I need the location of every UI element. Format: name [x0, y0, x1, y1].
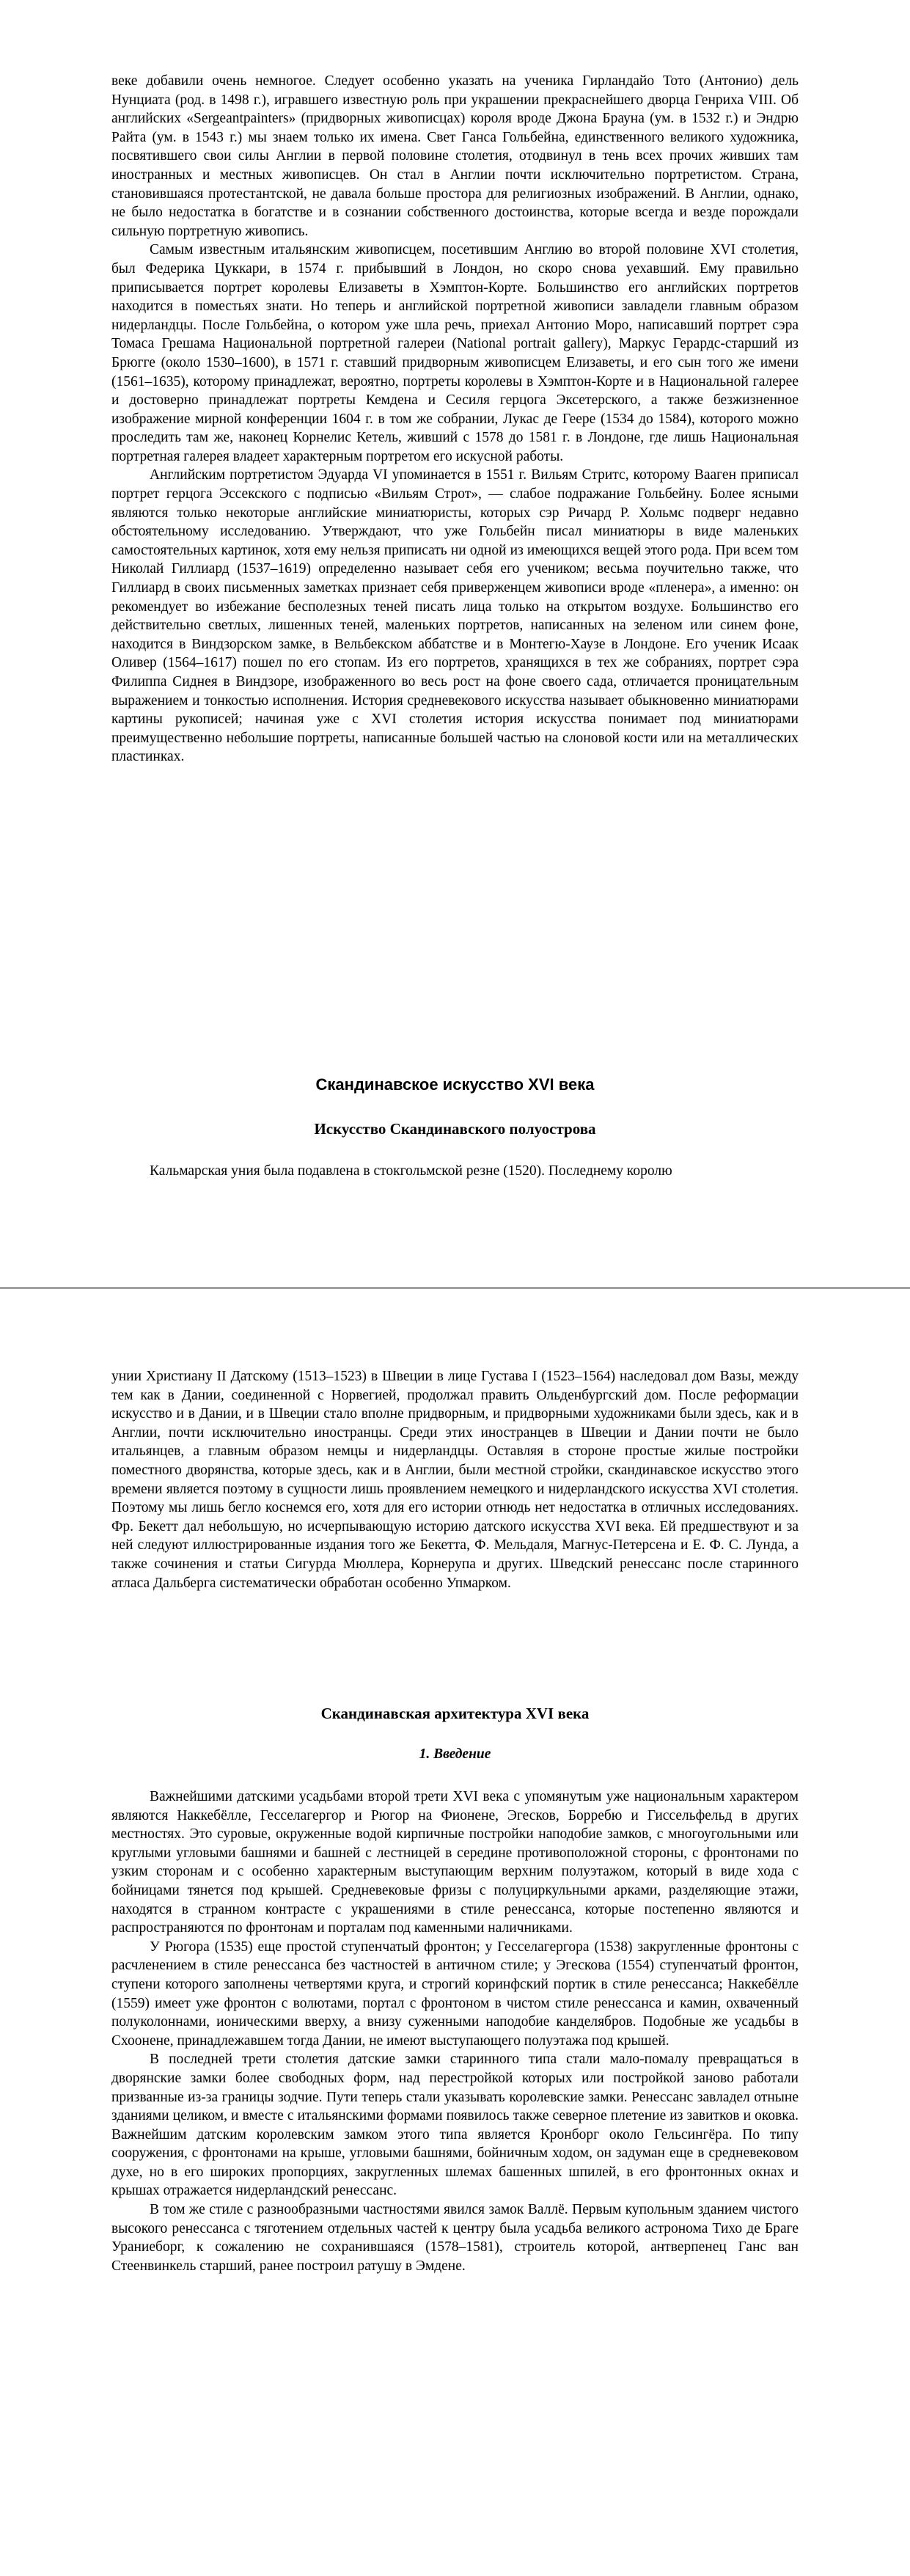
paragraph-uraniborg: В том же стиле с разнообразными частностями явился замок Валлё. Первым купольным зданием чистого высокого ренессанса с тяготением отдельных частей к центру была усадьба великого астронома Тихо де Браге Ураниеборг, к сожалению не сохранившаяся (1578–1581), строитель которой, антверпенец Ганс ван Стеенвинкель старший, ранее построил ратушу в Эмдене. — [111, 2202, 799, 2274]
subsection-heading-introduction: 1. Введение — [419, 1746, 491, 1762]
section-heading-architecture: Скандинавская архитектура XVI века — [320, 1705, 590, 1722]
page-one-body — [111, 72, 799, 766]
page-one — [0, 0, 910, 1287]
paragraph-miniaturists: Английским портретистом Эдуарда VI упоминается в 1551 г. Вильям Стритс, которому Вааген приписал портрет герцога Эссекского с подписью «Вильям Строт», — слабое подражание Гольбейну. Более ясными являются только некоторые английские миниатюристы, которых сэр Ричард Р. Хольмс подверг недавно обстоятельному исследованию. Утверждают, что уже Гольбейн писал миниатюры в виде маленьких самостоятельных картинок, хотя ему нельзя приписать ни одной из имеющихся вещей этого рода. При всем том Николай Гиллиард (1537–1619) определенно называет себя его учеником; весьма поучительно также, что Гиллиард в своих письменных заметках признает себя приверженцем живописи вроде «пленера», а именно: он рекомендует во избежание бесполезных теней писать лица только на открытом воздухе. Большинство его действительно светлых, лишенных теней, маленьких портретов, написанных на зеленом или синем фоне, находится в Виндзорском замке, в Вельбекском аббатстве и в Монтегю-Хаузе в Лондоне. Его ученик Исаак Оливер (1564–1617) пошел по его стопам. Из его портретов, хранящихся в тех же собраниях, портрет сэра Филиппа Сиднея в Виндзоре, изображенного во весь рост на фоне своего сада, отличается проницательным выражением и тонкостью исполнения. История средневекового искусства называет обыкновенно миниатюрами картины рукописей; начиная уже с XVI столетия история искусства понимает под миниатюрами преимущественно небольшие портреты, написанные большей частью на слоновой кости или на металлических пластинках. — [111, 467, 799, 765]
paragraph-holbein: веке добавили очень немногое. Следует особенно указать на ученика Гирландайо Тото (Антонио) дель Нунциата (род. в 1498 г.), игравшего известную роль при украшении прекраснейшего дворца Генриха VIII. Об английских «Sergeantpainters» (придворных живописцах) короля вроде Джона Брауна (ум. в 1532 г.) и Эндрю Райта (ум. в 1543 г.) мы знаем только их имена. Свет Ганса Гольбейна, единственного великого художника, посвятившего свои силы Англии в первой половине столетия, отодвинул в тень всех прочих живших там иностранных и местных живописцев. Он стал в Англии почти исключительно портретистом. Страна, становившаяся протестантской, не давала больше простора для религиозных изображений. В Англии, однако, не было недостатка в богатстве и в сознании собственного достоинства, которые всегда и везде порождали сильную портретную живопись. — [111, 73, 799, 239]
paragraph-vasa-dynasty: унии Христиану II Датскому (1513–1523) в Швеции в лице Густава I (1523–1564) наследовал дом Вазы, между тем как в Дании, соединенной с Норвегией, продолжал править Ольденбургский дом. После реформации искусство и в Дании, и в Швеции стало вполне придворным, и придворными художниками были здесь, как и в Англии, почти исключительно иностранцы. Среди этих иностранцев в Швеции и Дании почти не было итальянцев, а главным образом немцы и нидерландцы. Оставляя в стороне простые жилые постройки поместного дворянства, которые здесь, как и в Англии, были местной стройки, скандинавское искусство этого времени является поэтому в сущности лишь проявлением немецкого и нидерландского искусства XVI столетия. Поэтому мы лишь бегло коснемся его, хотя для его истории отнюдь нет недостатка в отличных исследованиях. Фр. Бекетт дал небольшую, но исчерпывающую историю датского искусства XVI века. Ей предшествуют и за ней следуют иллюстрированные издания того же Бекетта, Ф. Мельдаля, Магнус-Петерсена и Е. Ф. С. Лунда, а также сочинения и статьи Сигурда Мюллера, Корнерупа и других. Шведский ренессанс после старинного атласа Дальберга систематически обработан особенно Упмарком. — [111, 1369, 799, 1591]
page-one-tail — [111, 1162, 799, 1181]
paragraph-kalmar-union: Кальмарская уния была подавлена в стокгольмской резне (1520). Последнему королю — [150, 1163, 672, 1179]
paragraph-zuccari: Самым известным итальянским живописцем, посетившим Англию во второй половине XVI столетия, был Федерика Цуккари, в 1574 г. прибывший в Лондон, но скоро снова уехавший. Ему правильно приписывается портрет королевы Елизаветы в Хэмптон-Корте. Большинство его английских портретов находится в поместьях знати. Но теперь и английской портретной живописи завладели главным образом нидерландцы. После Гольбейна, о котором уже шла речь, приехал Антонио Моро, написавший портрет сэра Томаса Грешама Национальной портретной галереи (National portrait gallery), Маркус Герардс-старший из Брюгге (около 1530–1600), в 1571 г. ставший придворным живописцем Елизаветы, и его сын того же имени (1561–1635), которому принадлежат, вероятно, портреты королевы в Хэмптон-Корте и в Национальной галерее и достоверно принадлежат портреты Кемдена и Сесиля герцога Эксетерского, а также безжизненное изображение мирной конференции 1604 г. в том же собрании, Лукас де Геере (1534 до 1584), которого можно проследить там же, наконец Корнелис Кетель, живший с 1578 до 1581 г. в Лондоне, где лишь Национальная портретная галерея владеет характерным портретом его искусной работы. — [111, 242, 799, 464]
paragraph-gables: У Рюгора (1535) еще простой ступенчатый фронтон; у Гесселагергора (1538) закругленные фронтоны с расчленением в стиле ренессанса без частностей в античном стиле; у Эгескова (1554) ступенчатый фронтон, ступени которого заполнены четвертями круга, и строгий коринфский портик в стиле ренессанса; Наккебёлле (1559) имеет уже фронтон с волютами, портал с фронтоном в чистом стиле ренессанса и камин, охваченный полуколоннами, ионическими вверху, а внизу суженными наподобие канделябров. Подобные же усадьбы в Схоонене, принадлежавшем тогда Дании, не имеют выступающего полуэтажа под крышей. — [111, 1939, 799, 2049]
section-heading-scandinavian-art: Скандинавское искусство XVI века — [315, 1075, 595, 1094]
paragraph-royal-castles: В последней трети столетия датские замки старинного типа стали мало-помалу превращаться в дворянские замки более свободных форм, над перестройкой которых или постройкой заново работали призванные из-за границы зодчие. Пути теперь стали указывать королевские замки. Ренессанс завладел отныне зданиями целиком, и вместе с итальянскими формами появилось также северное плетение из завитков и оковка. Важнейшим датским королевским замком этого типа является Кронборг около Гельсингёра. По типу сооружения, с фронтонами на крыше, угловыми башнями, бойничным ходом, он задуман еще в средневековом духе, но в его широких пропорциях, закругленных шлемах башенных шпилей, в его фронтонных окнах и крышах отражается нидерландский ренессанс. — [111, 2052, 799, 2199]
paragraph-danish-manors: Важнейшими датскими усадьбами второй трети XVI века с упомянутым уже национальным характером являются Наккебёлле, Гесселагергор и Рюгор на Фионене, Эгесков, Борребю и Гиссельфельд в других местностях. Это суровые, окруженные водой кирпичные постройки наподобие замков, с многоугольными или круглыми угловыми башнями и башней с лестницей в середине противоположной стороны, с фронтонами по узким сторонам и с особенно характерным выступающим верхним полуэтажом, который в виде хода с бойницами тянется под крышей. Средневековые фризы с полуциркульными арками, разделяющие этажи, находятся в странном контрасте с украшениями в стиле ренессанса, которые постепенно являются и распространяются по фронтонам и порталам под каменными наличниками. — [111, 1789, 799, 1936]
page-two-body — [111, 1788, 799, 2275]
page-two-intro — [111, 1367, 799, 1592]
subsection-heading-peninsula: Искусство Скандинавского полуострова — [314, 1120, 596, 1138]
page-two — [0, 1289, 910, 2576]
